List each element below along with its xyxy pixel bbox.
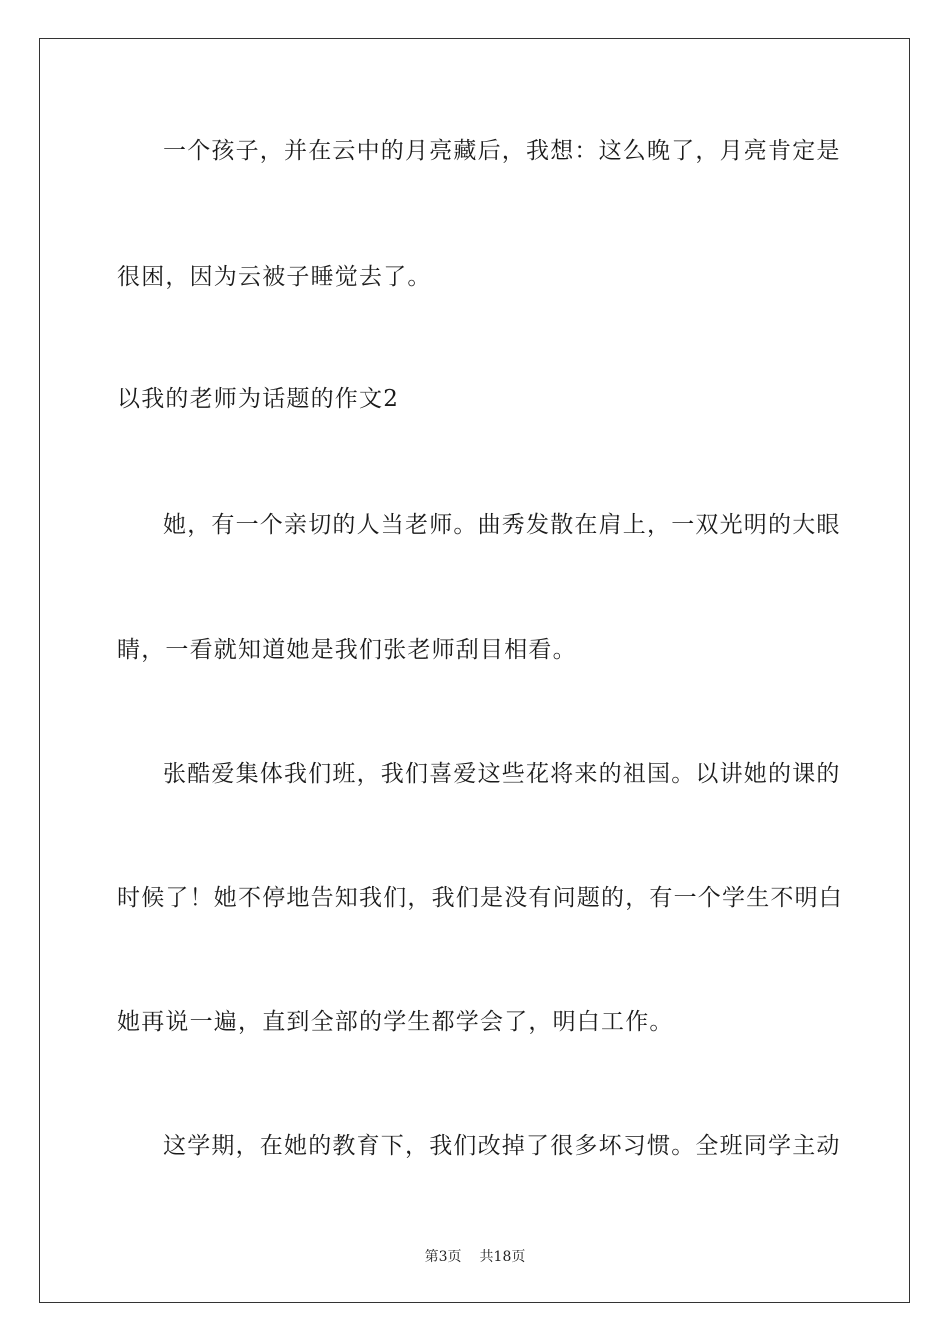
section-heading: 以我的老师为话题的作文2: [117, 386, 400, 412]
paragraph-line: 张酷爱集体我们班，我们喜爱这些花将来的祖国。以讲她的课的: [163, 761, 841, 787]
paragraph-line: 睛，一看就知道她是我们张老师刮目相看。: [117, 637, 577, 663]
paragraph-line: 一个孩子，并在云中的月亮藏后，我想：这么晚了，月亮肯定是: [163, 138, 841, 164]
paragraph-line: 时候了！她不停地告知我们，我们是没有问题的，有一个学生不明白: [117, 885, 843, 911]
page-footer: [0, 1248, 950, 1266]
paragraph-line: 很困，因为云被子睡觉去了。: [117, 264, 432, 290]
paragraph-line: 她，有一个亲切的人当老师。曲秀发散在肩上，一双光明的大眼: [163, 512, 841, 538]
paragraph-line: 这学期，在她的教育下，我们改掉了很多坏习惯。全班同学主动: [163, 1133, 841, 1159]
page-number: 第3页: [424, 1249, 462, 1265]
page-total: 共18页: [479, 1249, 526, 1265]
page-border: [39, 38, 910, 1303]
paragraph-line: 她再说一遍，直到全部的学生都学会了，明白工作。: [117, 1009, 674, 1035]
